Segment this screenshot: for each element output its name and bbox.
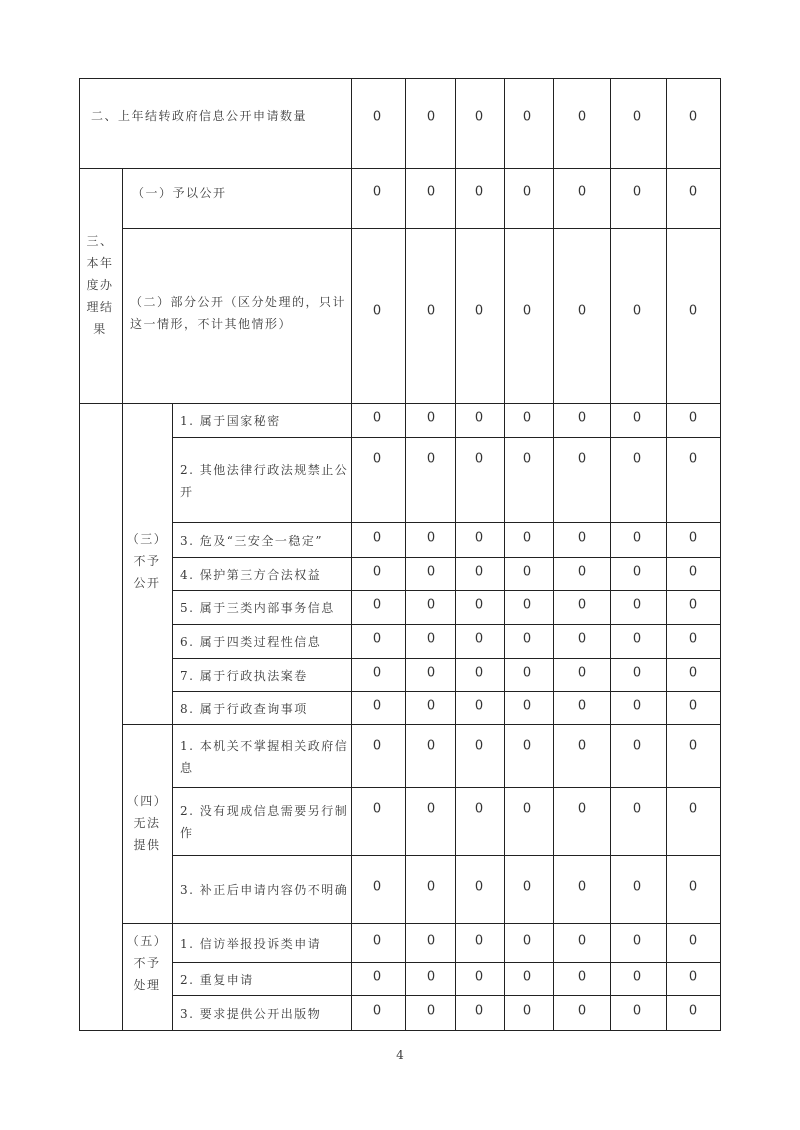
table-column-rule [455, 78, 456, 1031]
cell-value: 0 [426, 564, 436, 579]
cell-value: 0 [474, 738, 484, 754]
cell-value: 0 [632, 698, 642, 713]
cell-value: 0 [426, 738, 436, 754]
cell-value: 0 [632, 933, 642, 948]
cell-value: 0 [522, 969, 532, 984]
cell-value: 0 [632, 109, 642, 125]
cell-value: 0 [632, 303, 642, 319]
cell-value: 0 [372, 738, 382, 754]
cell-value: 0 [372, 631, 382, 647]
cell-value: 0 [577, 969, 587, 984]
table-column-rule [405, 78, 406, 1031]
row-label-deny-item: 2. 其他法律行政法规禁止公 [180, 462, 349, 477]
cell-value: 0 [426, 933, 436, 948]
cell-value: 0 [688, 801, 698, 817]
table-row-rule [172, 962, 721, 963]
cell-value: 0 [426, 530, 436, 545]
cell-value: 0 [522, 530, 532, 545]
cell-value: 0 [577, 933, 587, 948]
row-label-not_processed-item: 2. 重复申请 [180, 972, 254, 987]
table-column-rule [79, 78, 80, 1031]
row-label-deny-item: 开 [180, 484, 194, 499]
cell-value: 0 [577, 631, 587, 647]
cell-value: 0 [688, 451, 698, 467]
table-row-rule [172, 522, 721, 523]
cell-value: 0 [426, 1003, 436, 1018]
cell-value: 0 [688, 597, 698, 613]
table-row-rule [79, 168, 721, 169]
cell-value: 0 [474, 969, 484, 984]
cell-value: 0 [577, 738, 587, 754]
row-label-deny-item: 1. 属于国家秘密 [180, 414, 281, 428]
cell-value: 0 [688, 109, 698, 125]
cell-value: 0 [474, 698, 484, 713]
cell-value: 0 [372, 879, 382, 895]
cell-value: 0 [372, 109, 382, 125]
cell-value: 0 [426, 109, 436, 125]
table-row-rule [172, 724, 721, 725]
cell-value: 0 [474, 109, 484, 125]
cell-value: 0 [632, 530, 642, 545]
row-label-deny-item: 6. 属于四类过程性信息 [180, 635, 322, 649]
table-row-rule [79, 78, 721, 79]
row-label-deny-item: 5. 属于三类内部事务信息 [180, 601, 335, 615]
cell-value: 0 [632, 665, 642, 680]
cell-value: 0 [577, 564, 587, 579]
table-column-rule [504, 78, 505, 1031]
cell-value: 0 [474, 631, 484, 647]
group-label-unable: （四） [126, 794, 168, 808]
table-row-rule [172, 923, 721, 924]
group-label-deny: （三） [126, 532, 168, 546]
table-row-rule [172, 557, 721, 558]
row-label-deny-item: 4. 保护第三方合法权益 [180, 567, 322, 582]
row-label-unable-item: 3. 补正后申请内容仍不明确 [180, 883, 349, 897]
cell-value: 0 [688, 665, 698, 680]
cell-value: 0 [522, 933, 532, 948]
group-label-unable: 提供 [133, 838, 161, 852]
cell-value: 0 [426, 597, 436, 613]
cell-value: 0 [577, 801, 587, 817]
row-label-not_processed-item: 3. 要求提供公开出版物 [180, 1006, 322, 1021]
cell-value: 0 [372, 410, 382, 426]
cell-value: 0 [522, 879, 532, 895]
table-row-rule [122, 923, 173, 924]
cell-value: 0 [474, 530, 484, 545]
cell-value: 0 [688, 184, 698, 200]
cell-value: 0 [632, 801, 642, 817]
group-label-results: 本年 [86, 256, 114, 270]
cell-value: 0 [372, 597, 382, 613]
cell-value: 0 [474, 933, 484, 948]
cell-value: 0 [522, 698, 532, 713]
cell-value: 0 [372, 564, 382, 579]
cell-value: 0 [632, 631, 642, 647]
cell-value: 0 [372, 665, 382, 680]
cell-value: 0 [426, 698, 436, 713]
table-row-rule [172, 787, 721, 788]
cell-value: 0 [474, 184, 484, 200]
table-row-rule [172, 995, 721, 996]
cell-value: 0 [522, 631, 532, 647]
table-row-rule [172, 437, 721, 438]
cell-value: 0 [522, 738, 532, 754]
cell-value: 0 [577, 303, 587, 319]
cell-value: 0 [474, 665, 484, 680]
cell-value: 0 [688, 530, 698, 545]
cell-value: 0 [688, 303, 698, 319]
cell-value: 0 [632, 738, 642, 754]
cell-value: 0 [474, 410, 484, 426]
cell-value: 0 [688, 933, 698, 948]
cell-value: 0 [688, 698, 698, 713]
cell-value: 0 [372, 1003, 382, 1018]
group-label-deny: 不予 [133, 554, 161, 568]
cell-value: 0 [688, 738, 698, 754]
cell-value: 0 [632, 410, 642, 426]
cell-value: 0 [522, 597, 532, 613]
cell-value: 0 [632, 184, 642, 200]
cell-value: 0 [426, 879, 436, 895]
row-label-partial: （二）部分公开（区分处理的，只计 [130, 295, 347, 309]
group-label-not-processed: 处理 [133, 978, 161, 992]
group-label-results: 度办 [86, 278, 114, 292]
cell-value: 0 [474, 597, 484, 613]
group-label-results: 三、 [86, 234, 114, 248]
cell-value: 0 [577, 184, 587, 200]
cell-value: 0 [688, 879, 698, 895]
group-label-not-processed: （五） [126, 934, 168, 948]
table-column-rule [610, 78, 611, 1031]
cell-value: 0 [372, 933, 382, 948]
table-column-rule [720, 78, 721, 1031]
cell-value: 0 [474, 801, 484, 817]
cell-value: 0 [474, 303, 484, 319]
cell-value: 0 [474, 1003, 484, 1018]
cell-value: 0 [474, 564, 484, 579]
cell-value: 0 [577, 530, 587, 545]
cell-value: 0 [577, 698, 587, 713]
cell-value: 0 [522, 665, 532, 680]
cell-value: 0 [522, 184, 532, 200]
cell-value: 0 [426, 303, 436, 319]
table-row-rule [172, 658, 721, 659]
row-label-unable-item: 息 [180, 760, 194, 775]
cell-value: 0 [372, 451, 382, 467]
cell-value: 0 [372, 969, 382, 984]
cell-value: 0 [372, 303, 382, 319]
cell-value: 0 [577, 597, 587, 613]
cell-value: 0 [577, 665, 587, 680]
cell-value: 0 [372, 698, 382, 713]
cell-value: 0 [372, 801, 382, 817]
cell-value: 0 [688, 564, 698, 579]
cell-value: 0 [632, 597, 642, 613]
cell-value: 0 [632, 969, 642, 984]
table-column-rule [122, 168, 123, 1031]
cell-value: 0 [522, 451, 532, 467]
group-label-unable: 无法 [133, 816, 161, 830]
cell-value: 0 [522, 1003, 532, 1018]
cell-value: 0 [577, 879, 587, 895]
cell-value: 0 [426, 631, 436, 647]
cell-value: 0 [426, 665, 436, 680]
cell-value: 0 [688, 1003, 698, 1018]
group-label-results: 理结 [86, 300, 114, 314]
table-column-rule [553, 78, 554, 1031]
cell-value: 0 [577, 109, 587, 125]
table-row-rule [122, 724, 173, 725]
table-row-rule [172, 590, 721, 591]
cell-value: 0 [577, 410, 587, 426]
table-row-rule [172, 855, 721, 856]
table-column-rule [351, 78, 352, 1031]
cell-value: 0 [426, 410, 436, 426]
cell-value: 0 [632, 451, 642, 467]
row-label-grant: （一）予以公开 [132, 186, 227, 200]
cell-value: 0 [474, 879, 484, 895]
table-row-rule [172, 691, 721, 692]
cell-value: 0 [522, 109, 532, 125]
cell-value: 0 [372, 530, 382, 545]
group-label-deny: 公开 [133, 576, 161, 590]
cell-value: 0 [688, 969, 698, 984]
cell-value: 0 [522, 303, 532, 319]
cell-value: 0 [426, 969, 436, 984]
cell-value: 0 [426, 451, 436, 467]
cell-value: 0 [426, 801, 436, 817]
cell-value: 0 [522, 564, 532, 579]
row-label-carryover: 二、上年结转政府信息公开申请数量 [91, 109, 308, 123]
cell-value: 0 [632, 564, 642, 579]
row-label-not_processed-item: 1. 信访举报投诉类申请 [180, 936, 322, 951]
cell-value: 0 [632, 1003, 642, 1018]
row-label-deny-item: 7. 属于行政执法案卷 [180, 668, 308, 683]
table-row-rule [172, 1030, 721, 1031]
table-row-rule [122, 228, 721, 229]
cell-value: 0 [688, 410, 698, 426]
group-label-results: 果 [93, 322, 107, 336]
cell-value: 0 [474, 451, 484, 467]
cell-value: 0 [522, 410, 532, 426]
cell-value: 0 [522, 801, 532, 817]
table-row-rule [172, 624, 721, 625]
table-column-rule [172, 403, 173, 1031]
cell-value: 0 [632, 879, 642, 895]
group-label-not-processed: 不予 [133, 956, 161, 970]
page-number: 4 [396, 1048, 404, 1062]
table-column-rule [666, 78, 667, 1031]
cell-value: 0 [577, 1003, 587, 1018]
row-label-unable-item: 2. 没有现成信息需要另行制 [180, 804, 349, 818]
cell-value: 0 [372, 184, 382, 200]
row-label-deny-item: 3. 危及“三安全一稳定” [180, 533, 324, 548]
row-label-unable-item: 1. 本机关不掌握相关政府信 [180, 738, 349, 753]
row-label-partial: 这一情形，不计其他情形） [130, 317, 293, 331]
row-label-unable-item: 作 [180, 826, 194, 840]
cell-value: 0 [577, 451, 587, 467]
cell-value: 0 [426, 184, 436, 200]
row-label-deny-item: 8. 属于行政查询事项 [180, 701, 308, 716]
cell-value: 0 [688, 631, 698, 647]
table-row-rule [79, 403, 721, 404]
